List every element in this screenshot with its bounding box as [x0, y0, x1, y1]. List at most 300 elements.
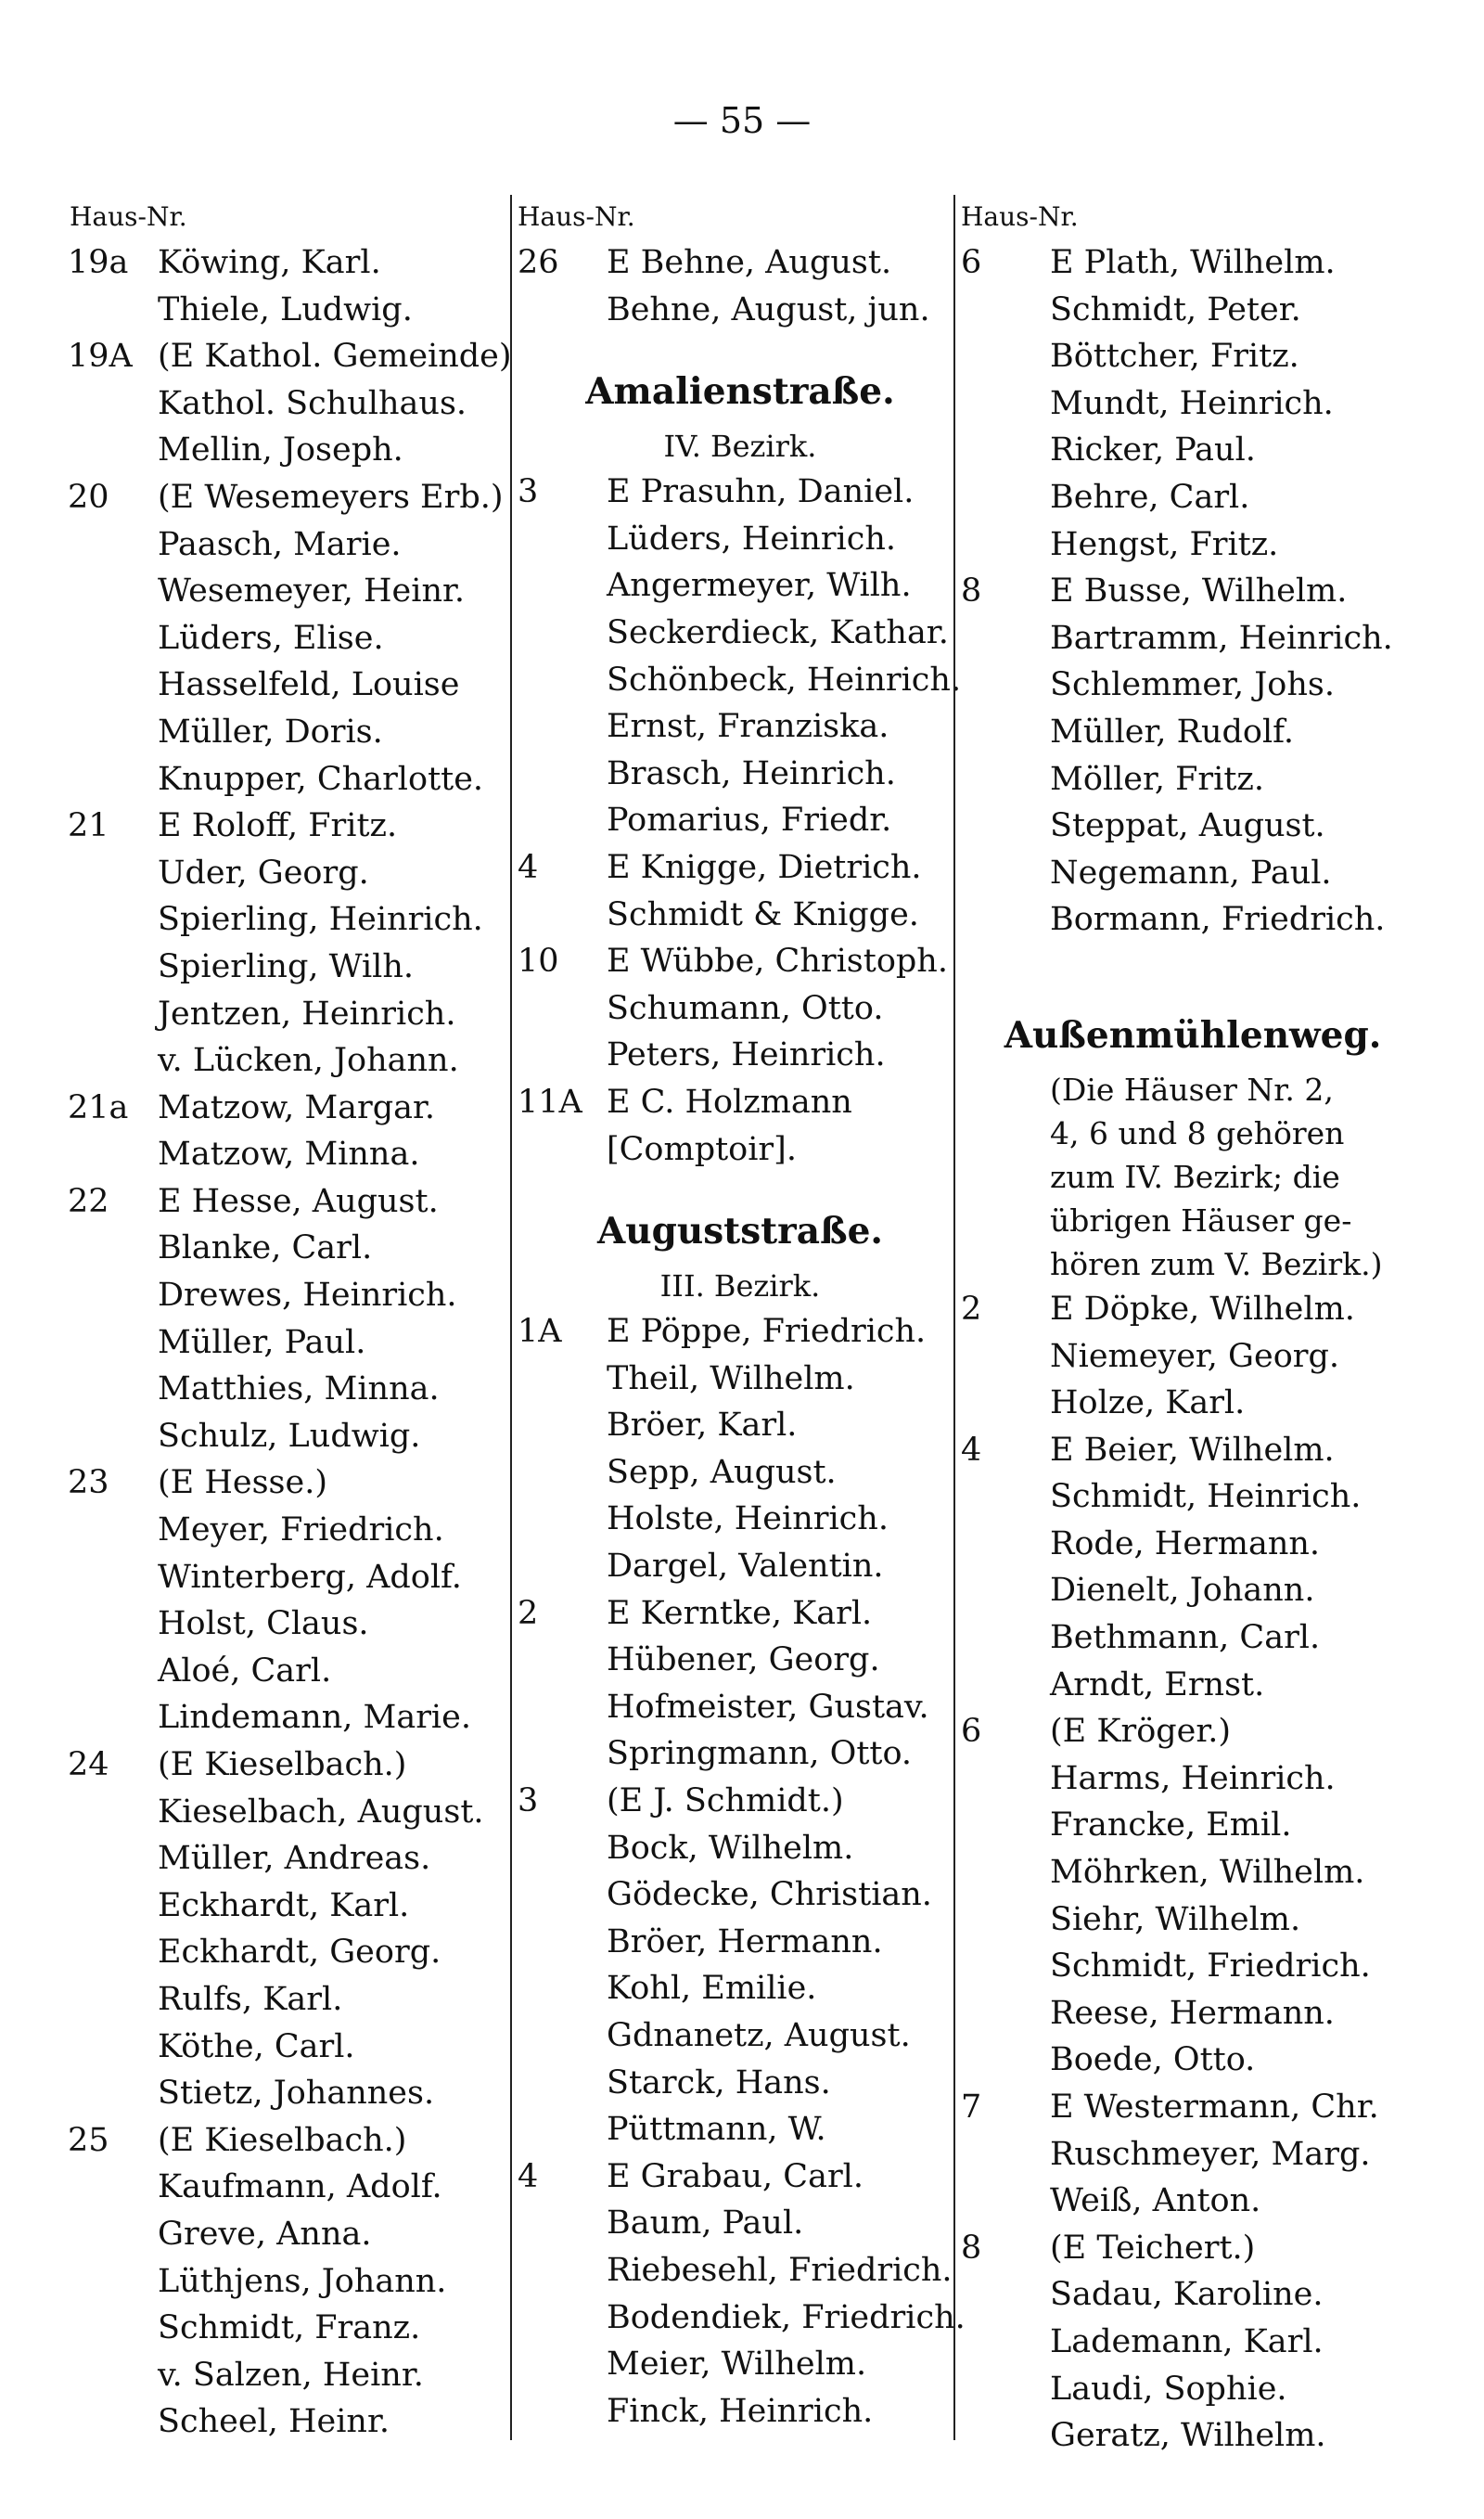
resident-name: Niemeyer, Georg. [1050, 1337, 1340, 1375]
resident-name: Matthies, Minna. [158, 1370, 440, 1408]
directory-entry [518, 751, 963, 798]
directory-entry [961, 1708, 1425, 1755]
directory-entry [518, 2106, 963, 2153]
resident-name: Sadau, Karoline. [1050, 2276, 1324, 2314]
directory-entry [961, 1896, 1425, 1944]
resident-name: Behre, Carl. [1050, 478, 1250, 516]
directory-entry [518, 1590, 963, 1638]
resident-name: Negemann, Paul. [1050, 854, 1332, 892]
directory-entry [70, 662, 515, 709]
resident-name: E Prasuhn, Daniel. [607, 473, 915, 511]
resident-name: Lindemann, Marie. [158, 1699, 471, 1737]
directory-entry [961, 1662, 1425, 1709]
house-number: 21a [68, 1088, 129, 1126]
directory-entry [70, 2258, 515, 2306]
directory-entry [961, 427, 1425, 474]
resident-name: Bröer, Karl. [607, 1407, 798, 1445]
directory-entry [961, 333, 1425, 380]
directory-entry [518, 657, 963, 704]
directory-entry [70, 1178, 515, 1226]
directory-entry [70, 1648, 515, 1695]
directory-entry [518, 1919, 963, 1966]
house-number: 3 [518, 473, 539, 511]
resident-name: Schmidt, Friedrich. [1050, 1947, 1371, 1986]
resident-name: E Knigge, Dietrich. [607, 848, 922, 886]
resident-name: Holze, Karl. [1050, 1384, 1246, 1422]
directory-entry [70, 1554, 515, 1601]
resident-name: (E J. Schmidt.) [607, 1782, 844, 1820]
directory-entry [518, 2060, 963, 2107]
directory-entry [70, 896, 515, 944]
resident-name: Finck, Heinrich. [607, 2392, 874, 2430]
house-number: 3 [518, 1782, 539, 1820]
directory-entry [961, 1943, 1425, 1990]
resident-name: Peters, Heinrich. [607, 1036, 886, 1074]
column-header: Haus-Nr. [518, 201, 635, 232]
directory-entry [518, 797, 963, 844]
directory-entry [70, 2024, 515, 2071]
resident-name: Köthe, Carl. [158, 2027, 355, 2065]
resident-name: Reese, Hermann. [1050, 1994, 1335, 2032]
resident-name: Müller, Andreas. [158, 1840, 431, 1878]
directory-entry [518, 1308, 963, 1356]
house-number: 6 [961, 244, 982, 281]
resident-name: Pomarius, Friedr. [607, 802, 892, 840]
directory-entry [518, 1032, 963, 1079]
directory-entry [70, 2352, 515, 2399]
entry-list [70, 239, 515, 2446]
resident-name: Kieselbach, August. [158, 1793, 484, 1831]
directory-entry [961, 1333, 1425, 1381]
directory-entry [70, 1413, 515, 1460]
directory-entry [518, 703, 963, 751]
resident-name: Püttmann, W. [607, 2111, 826, 2149]
directory-entry [518, 892, 963, 939]
street-note [961, 1068, 1425, 1286]
directory-entry [961, 380, 1425, 428]
resident-name: Mellin, Joseph. [158, 431, 403, 469]
resident-name: Schulz, Ludwig. [158, 1417, 421, 1455]
directory-entry [70, 709, 515, 756]
page-number: — 55 — [672, 100, 812, 141]
resident-name: Hofmeister, Gustav. [607, 1688, 929, 1726]
house-number: 1A [518, 1313, 562, 1351]
directory-entry [70, 1085, 515, 1132]
directory-entry [518, 1496, 963, 1543]
directory-entry [518, 2388, 963, 2435]
directory-entry [961, 1473, 1425, 1521]
directory-entry [518, 1543, 963, 1590]
resident-name: E C. Holzmann [607, 1083, 852, 1121]
directory-entry [518, 562, 963, 610]
directory-entry [961, 662, 1425, 709]
resident-name: v. Salzen, Heinr. [158, 2356, 424, 2394]
resident-name: Boede, Otto. [1050, 2041, 1256, 2079]
directory-entry [70, 1976, 515, 2024]
resident-name: Uder, Georg. [158, 854, 369, 892]
house-number: 2 [518, 1594, 539, 1632]
directory-entry [961, 2319, 1425, 2366]
entry-list [518, 239, 963, 333]
directory-entry [518, 1778, 963, 1825]
resident-name: Winterberg, Adolf. [158, 1558, 462, 1596]
entry-list [961, 1286, 1425, 2460]
house-number: 4 [961, 1431, 982, 1469]
resident-name: Möller, Fritz. [1050, 760, 1264, 798]
directory-entry [518, 1730, 963, 1778]
entry-list [518, 1308, 966, 2435]
entry-list [518, 469, 963, 1173]
note-line: 4, 6 und 8 gehören [1050, 1114, 1345, 1151]
resident-name: (E Teichert.) [1050, 2229, 1256, 2267]
directory-entry [961, 2131, 1425, 2178]
house-number: 24 [68, 1746, 109, 1783]
directory-entry [518, 2153, 963, 2201]
column-1 [70, 195, 515, 2446]
directory-entry [70, 380, 515, 428]
resident-name: Matzow, Margar. [158, 1088, 436, 1126]
resident-name: Jentzen, Heinrich. [158, 995, 456, 1033]
directory-entry [70, 2117, 515, 2165]
directory-entry [961, 756, 1425, 803]
note-line: hören zum V. Bezirk.) [1050, 1245, 1383, 1282]
directory-entry [70, 1835, 515, 1883]
house-number: 11A [518, 1083, 582, 1121]
resident-name: Steppat, August. [1050, 807, 1325, 845]
resident-name: Baum, Paul. [607, 2204, 804, 2243]
resident-name: Hasselfeld, Louise [158, 666, 460, 704]
directory-entry [518, 2247, 963, 2294]
resident-name: Schumann, Otto. [607, 989, 884, 1027]
resident-name: E Behne, August. [607, 244, 892, 281]
district-label: III. Bezirk. [659, 1268, 821, 1304]
directory-entry [961, 2178, 1425, 2225]
directory-entry [518, 2200, 963, 2247]
directory-entry [70, 239, 515, 287]
resident-name: Möhrken, Wilhelm. [1050, 1854, 1365, 1892]
house-number: 4 [518, 2157, 539, 2195]
note-line: zum IV. Bezirk; die [1050, 1158, 1340, 1195]
resident-name: Rode, Hermann. [1050, 1524, 1321, 1562]
resident-name: Lüders, Elise. [158, 619, 384, 657]
resident-name: Bröer, Hermann. [607, 1922, 883, 1960]
resident-name: Schlemmer, Johs. [1050, 666, 1335, 704]
directory-entry [961, 1802, 1425, 1849]
directory-entry [961, 709, 1425, 756]
resident-name: Wesemeyer, Heinr. [158, 572, 466, 610]
resident-name: Müller, Doris. [158, 713, 383, 751]
house-number: 23 [68, 1464, 109, 1502]
directory-entry [70, 1131, 515, 1178]
resident-name: v. Lücken, Johann. [158, 1042, 459, 1080]
directory-entry [70, 1459, 515, 1507]
directory-entry [961, 615, 1425, 662]
directory-entry [70, 2398, 515, 2446]
resident-name: Drewes, Heinrich. [158, 1277, 457, 1315]
resident-name: Aloé, Carl. [158, 1651, 332, 1690]
directory-entry [70, 1929, 515, 1976]
resident-name: Spierling, Wilh. [158, 947, 415, 985]
resident-name: Schmidt, Heinrich. [1050, 1478, 1362, 1516]
directory-entry [961, 1286, 1425, 1333]
resident-name: Meyer, Friedrich. [158, 1511, 444, 1549]
directory-entry [961, 287, 1425, 334]
directory-entry [70, 1600, 515, 1648]
house-number: 19A [68, 338, 133, 376]
house-number: 8 [961, 572, 982, 610]
resident-name: Bethmann, Carl. [1050, 1619, 1321, 1657]
resident-name: [Comptoir]. [607, 1130, 797, 1168]
resident-name: Kathol. Schulhaus. [158, 384, 467, 422]
resident-name: Bartramm, Heinrich. [1050, 619, 1393, 657]
directory-entry [70, 1225, 515, 1272]
resident-name: Geratz, Wilhelm. [1050, 2417, 1326, 2455]
directory-entry [518, 1825, 963, 1872]
resident-name: Schmidt, Peter. [1050, 290, 1301, 328]
directory-entry [70, 850, 515, 897]
resident-name: Müller, Rudolf. [1050, 713, 1295, 751]
directory-entry [70, 1507, 515, 1554]
resident-name: (E Kieselbach.) [158, 2121, 407, 2159]
resident-name: Seckerdieck, Kathar. [607, 613, 949, 651]
column-header: Haus-Nr. [70, 201, 187, 232]
street-heading: Außenmühlenweg. [1004, 1013, 1382, 1057]
resident-name: (E Hesse.) [158, 1464, 327, 1502]
resident-name: Lademann, Karl. [1050, 2322, 1324, 2360]
directory-entry [518, 985, 963, 1033]
directory-entry [518, 287, 963, 334]
resident-name: Meier, Wilhelm. [607, 2345, 867, 2384]
directory-entry [961, 568, 1425, 615]
resident-name: Müller, Paul. [158, 1323, 366, 1361]
directory-entry [518, 1356, 963, 1403]
resident-name: Bock, Wilhelm. [607, 1829, 854, 1867]
directory-entry [70, 1789, 515, 1836]
directory-entry [961, 1849, 1425, 1896]
resident-name: Hengst, Fritz. [1050, 525, 1279, 563]
directory-entry [961, 1380, 1425, 1427]
resident-name: E Plath, Wilhelm. [1050, 244, 1336, 281]
directory-entry [961, 1567, 1425, 1614]
resident-name: Schmidt, Franz. [158, 2309, 421, 2347]
resident-name: E Busse, Wilhelm. [1050, 572, 1348, 610]
resident-name: Schmidt & Knigge. [607, 895, 919, 933]
resident-name: Stietz, Johannes. [158, 2075, 435, 2113]
column-3 [953, 195, 1425, 2455]
directory-entry [518, 1126, 963, 1174]
directory-entry [961, 1614, 1425, 1662]
directory-entry [70, 287, 515, 334]
directory-entry [961, 2225, 1425, 2272]
resident-name: E Grabau, Carl. [607, 2157, 864, 2195]
directory-entry [518, 1079, 963, 1126]
column-header: Haus-Nr. [961, 201, 1079, 232]
street-heading: Amalienstraße. [585, 370, 895, 414]
resident-name: (E Kathol. Gemeinde) [158, 338, 512, 376]
resident-name: Weiß, Anton. [1050, 2182, 1261, 2220]
resident-name: Lüthjens, Johann. [158, 2262, 447, 2300]
resident-name: Köwing, Karl. [158, 244, 381, 281]
resident-name: Paasch, Marie. [158, 525, 402, 563]
resident-name: Hübener, Georg. [607, 1641, 880, 1679]
resident-name: Holst, Claus. [158, 1605, 369, 1643]
house-number: 25 [68, 2121, 109, 2159]
column-2 [510, 195, 966, 2440]
resident-name: E Westermann, Chr. [1050, 2088, 1379, 2126]
house-number: 2 [961, 1290, 982, 1328]
resident-name: Matzow, Minna. [158, 1136, 420, 1174]
resident-name: (E Kröger.) [1050, 1713, 1232, 1751]
directory-entry [70, 474, 515, 521]
resident-name: Springmann, Otto. [607, 1735, 913, 1773]
resident-name: Thiele, Ludwig. [158, 290, 413, 328]
directory-entry [961, 803, 1425, 850]
directory-entry [70, 944, 515, 991]
resident-name: Rulfs, Karl. [158, 1980, 343, 2018]
house-number: 8 [961, 2229, 982, 2267]
resident-name: Bormann, Friedrich. [1050, 901, 1386, 939]
resident-name: Theil, Wilhelm. [607, 1359, 855, 1397]
resident-name: E Wübbe, Christoph. [607, 943, 948, 981]
house-number: 6 [961, 1713, 982, 1751]
resident-name: Kohl, Emilie. [607, 1970, 817, 2008]
directory-entry [518, 844, 963, 892]
directory-entry [70, 1741, 515, 1789]
resident-name: Arndt, Ernst. [1050, 1665, 1265, 1703]
directory-entry [70, 2211, 515, 2258]
house-number: 19a [68, 244, 129, 281]
directory-entry [518, 1449, 963, 1497]
resident-name: Ernst, Franziska. [607, 708, 889, 746]
resident-name: Harms, Heinrich. [1050, 1759, 1336, 1797]
directory-entry [961, 239, 1425, 287]
house-number: 4 [518, 848, 539, 886]
directory-entry [70, 1037, 515, 1085]
resident-name: Brasch, Heinrich. [607, 754, 896, 792]
directory-entry [518, 2294, 966, 2342]
directory-entry [518, 469, 963, 516]
resident-name: Kaufmann, Adolf. [158, 2168, 442, 2206]
resident-name: Lüders, Heinrich. [607, 520, 897, 558]
resident-name: E Roloff, Fritz. [158, 807, 398, 845]
directory-entry [70, 521, 515, 569]
directory-entry [70, 1319, 515, 1367]
directory-entry [961, 850, 1425, 897]
directory-entry [518, 516, 963, 563]
directory-entry [518, 1871, 963, 1919]
resident-name: Francke, Emil. [1050, 1806, 1292, 1844]
directory-entry [70, 756, 515, 803]
street-heading: Auguststraße. [596, 1210, 884, 1253]
directory-entry [70, 568, 515, 615]
directory-entry [70, 1366, 515, 1413]
directory-entry [70, 2164, 515, 2211]
directory-entry [961, 2084, 1425, 2131]
resident-name: Dargel, Valentin. [607, 1548, 884, 1586]
resident-name: Blanke, Carl. [158, 1229, 373, 1267]
directory-entry [961, 2037, 1425, 2084]
directory-entry [518, 2341, 963, 2388]
directory-entry [70, 427, 515, 474]
resident-name: Behne, August, jun. [607, 290, 930, 328]
resident-name: Ruschmeyer, Marg. [1050, 2135, 1371, 2173]
resident-name: Riebesehl, Friedrich. [607, 2251, 953, 2289]
directory-entry [961, 1427, 1425, 1474]
resident-name: Holste, Heinrich. [607, 1500, 889, 1538]
resident-name: Eckhardt, Georg. [158, 1934, 441, 1972]
resident-name: Siehr, Wilhelm. [1050, 1900, 1301, 1938]
directory-entry [70, 1883, 515, 1930]
resident-name: Laudi, Sophie. [1050, 2370, 1287, 2408]
resident-name: E Pöppe, Friedrich. [607, 1313, 927, 1351]
resident-name: Böttcher, Fritz. [1050, 338, 1299, 376]
directory-entry [518, 239, 963, 287]
directory-entry [70, 615, 515, 662]
directory-entry [70, 333, 515, 380]
directory-entry [518, 610, 963, 657]
resident-name: E Kerntke, Karl. [607, 1594, 873, 1632]
house-number: 20 [68, 478, 109, 516]
resident-name: Dienelt, Johann. [1050, 1572, 1315, 1610]
directory-entry [961, 1755, 1425, 1803]
directory-entry [518, 1684, 963, 1731]
directory-entry [70, 2305, 515, 2352]
resident-name: Eckhardt, Karl. [158, 1886, 410, 1924]
resident-name: Scheel, Heinr. [158, 2403, 390, 2441]
resident-name: Mundt, Heinrich. [1050, 384, 1334, 422]
house-number: 26 [518, 244, 559, 281]
resident-name: Gdnanetz, August. [607, 2017, 911, 2054]
directory-entry [518, 2012, 963, 2060]
directory-entry [961, 474, 1425, 521]
entry-list [961, 239, 1425, 944]
resident-name: Spierling, Heinrich. [158, 901, 483, 939]
house-number: 10 [518, 943, 559, 981]
resident-name: Gödecke, Christian. [607, 1876, 932, 1914]
directory-entry [70, 1272, 515, 1319]
directory-entry [961, 2412, 1425, 2460]
house-number: 21 [68, 807, 109, 845]
resident-name: Ricker, Paul. [1050, 431, 1256, 469]
note-line: übrigen Häuser ge- [1050, 1202, 1352, 1239]
directory-entry [961, 2366, 1425, 2413]
directory-entry [518, 938, 963, 985]
house-number: 22 [68, 1182, 109, 1220]
resident-name: Knupper, Charlotte. [158, 760, 484, 798]
resident-name: Sepp, August. [607, 1453, 837, 1491]
directory-entry [961, 521, 1425, 569]
directory-entry [70, 991, 515, 1038]
note-line: (Die Häuser Nr. 2, [1050, 1071, 1334, 1108]
resident-name: Greve, Anna. [158, 2215, 372, 2253]
resident-name: Schönbeck, Heinrich. [607, 661, 962, 699]
house-number: 7 [961, 2088, 982, 2126]
resident-name: E Döpke, Wilhelm. [1050, 1290, 1355, 1328]
directory-entry [961, 896, 1425, 944]
resident-name: E Beier, Wilhelm. [1050, 1431, 1335, 1469]
directory-entry [961, 2271, 1425, 2319]
directory-entry [518, 1637, 963, 1684]
resident-name: Starck, Hans. [607, 2063, 831, 2101]
directory-entry [518, 1965, 963, 2012]
directory-entry [961, 1521, 1425, 1568]
directory-entry [70, 2070, 515, 2117]
resident-name: Bodendiek, Friedrich. [607, 2298, 966, 2336]
district-label: IV. Bezirk. [663, 429, 817, 465]
directory-entry [961, 1990, 1425, 2037]
resident-name: (E Wesemeyers Erb.) [158, 478, 504, 516]
directory-entry [518, 1402, 963, 1449]
